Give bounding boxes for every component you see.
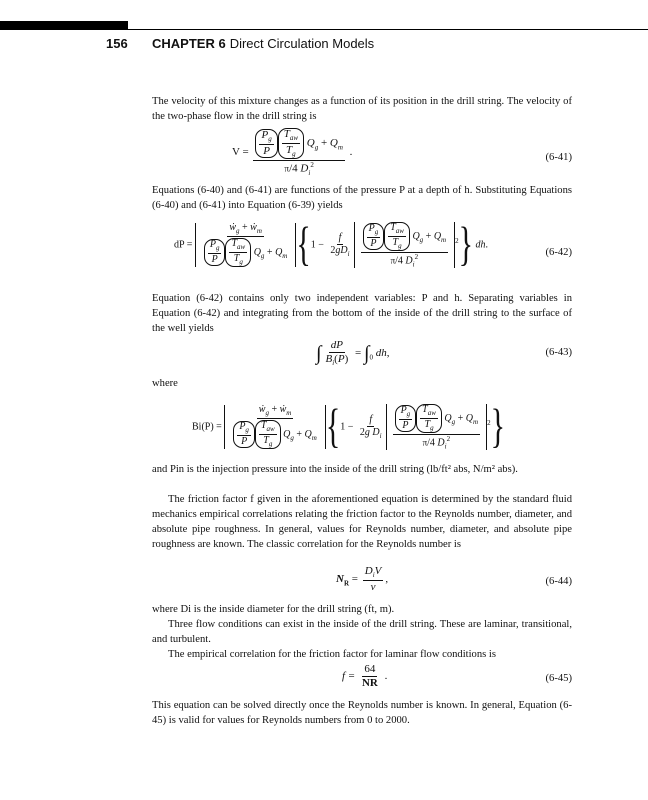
eq-lhs: V = bbox=[232, 146, 249, 159]
chapter-label: CHAPTER 6 bbox=[152, 36, 226, 51]
equation-number: (6-43) bbox=[545, 347, 572, 358]
paragraph-3: Equation (6-42) contains only two independent variables: P and h. Separating variables in Equation (6-42) and integrating from the bottom of the inside of the drill string to the surface of the well yields bbox=[152, 293, 572, 334]
eq-numerator: 64 bbox=[364, 663, 376, 675]
eq-lhs: f = bbox=[342, 670, 356, 683]
paragraph-6: where Di is the inside diameter for the drill string (ft, m). bbox=[152, 604, 395, 615]
paragraph-8: The empirical correlation for the friction factor for laminar flow conditions is bbox=[168, 649, 496, 660]
paragraph-2: Equations (6-40) and (6-41) are functions of the pressure P at a depth of h. Substituting Equations (6-40) and (6-41) into Equation (6-39) yields bbox=[152, 185, 572, 211]
equation-6-41: V = $\frac{P_g}{P}$ $\frac{T_{aw}}{T_g}$ $Q_g + Q_m$ π/4 $D_i^2$ . bbox=[232, 128, 353, 178]
paragraph-7: Three flow conditions can exist in the inside of the drill string. These are laminar, transitional, and turbulent. bbox=[152, 619, 572, 645]
equation-6-44: $N_R$ = $\frac{D_iV}{\nu}$ , bbox=[336, 565, 389, 594]
header-bar bbox=[0, 21, 128, 30]
chapter-heading bbox=[152, 36, 374, 51]
equation-6-45: f = $\frac{64}{NR}$ . bbox=[342, 663, 388, 689]
eq-denominator: NR bbox=[361, 677, 378, 689]
paragraph-9: This equation can be solved directly once the Reynolds number is known. In general, Equation (6-45) is valid for values for Reynolds numbers from 0 to 2000. bbox=[152, 700, 572, 726]
equation-number: (6-42) bbox=[545, 247, 572, 258]
equation-number: (6-41) bbox=[545, 152, 572, 163]
eq-lhs: dP = bbox=[174, 239, 193, 251]
header-rule bbox=[128, 29, 648, 30]
chapter-title: Direct Circulation Models bbox=[229, 36, 375, 51]
paragraph-4: and Pin is the injection pressure into the inside of the drill string (lb/ft² abs, N/m² abs). bbox=[152, 464, 518, 475]
paragraph-5: The friction factor f given in the aforementioned equation is determined by the standard fluid mechanics empirical correlations relating the friction factor to the Reynolds number, diameter, and absolute pipe roughness. In general, values for Reynolds number, diameter, and absolute pipe roughness are known. The classic correlation for the Reynolds number is bbox=[152, 494, 572, 550]
equation-bi: Bi(P) = ẇ$_g$ + ẇ$_m$ $\frac{P_g}{P}$ $\frac{T_{aw}}{T_g}$ $Q_g + Q_m$ {1 − $\frac{f}{2g D_i}$ $\frac{P_g}{P}$ $\frac{T_{aw}}{T_g}$ $Q_g + Q_m$ π/4 $D_i^2$ $^2$} bbox=[192, 399, 505, 453]
equation-6-42: dP = ẇ$_g$ + ẇ$_m$ $\frac{P_g}{P}$ $\frac{T_{aw}}{T_g}$ $Q_g + Q_m$ {1 − $\frac{f}{2gD_i}$ $\frac{P_g}{P}$ $\frac{T_{aw}}{T_g}$ $Q_g + Q_m$ π/4 $D_i^2$ $^2$} dh. bbox=[174, 217, 489, 271]
eq-lhs: Bi(P) = bbox=[192, 421, 222, 433]
paragraph-1: The velocity of this mixture changes as a function of its position in the drill string. The velocity of the two-phase flow in the drill string is bbox=[152, 96, 572, 122]
equation-6-43: ∫ $\frac{dP}{B_i(P)}$ = $\int_0$ dh, bbox=[316, 339, 390, 368]
page-number: 156 bbox=[106, 36, 128, 51]
equation-number: (6-44) bbox=[545, 576, 572, 587]
where-label: where bbox=[152, 378, 178, 389]
equation-number: (6-45) bbox=[545, 673, 572, 684]
